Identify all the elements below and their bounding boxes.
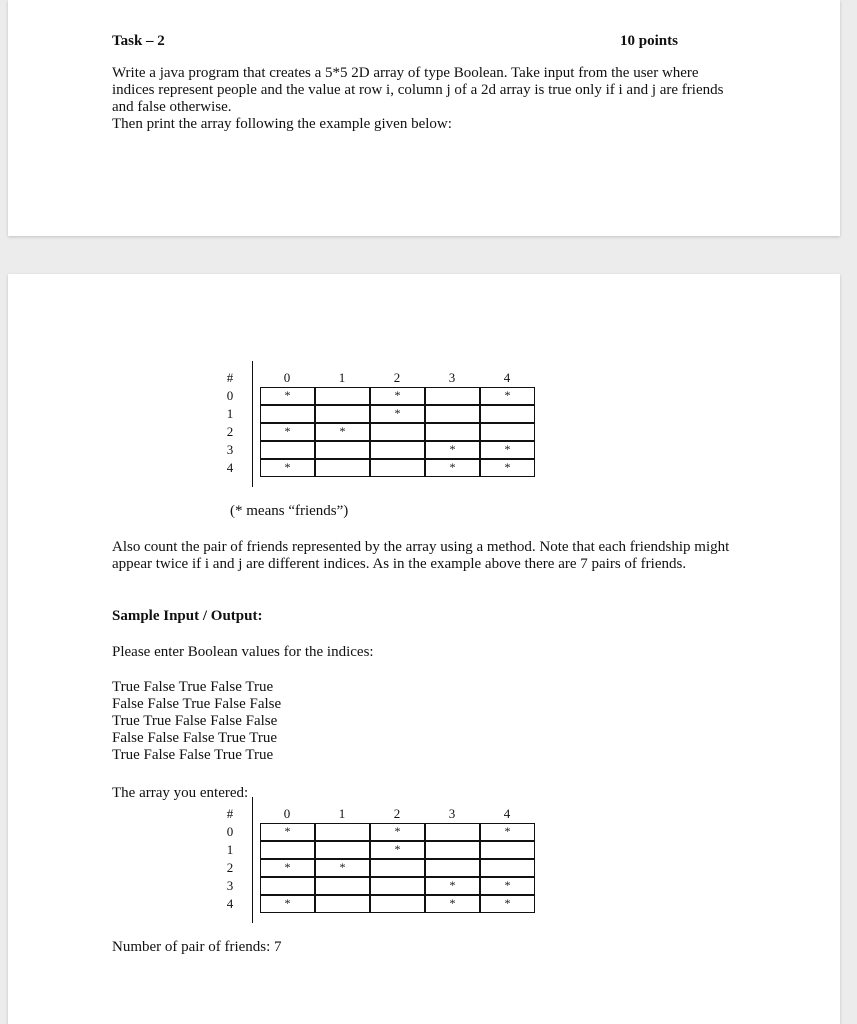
grid-cell — [370, 859, 425, 877]
grid-row-header: 4 — [226, 460, 234, 475]
grid-cell — [315, 841, 370, 859]
grid-cell: * — [260, 895, 315, 913]
description-line: Write a java program that creates a 5*5 2D array of type Boolean. Take input from the user where — [112, 65, 699, 81]
task-page-top — [8, 0, 840, 236]
array-label: The array you entered: — [112, 785, 249, 801]
grid-cell: * — [260, 387, 315, 405]
grid-cell — [370, 877, 425, 895]
input-line: True False False True True — [112, 747, 274, 763]
grid-column-header: 3 — [448, 370, 456, 385]
grid-cell — [370, 423, 425, 441]
result-text: Number of pair of friends: 7 — [112, 939, 282, 955]
grid-cell: * — [370, 841, 425, 859]
grid-column-header: 2 — [393, 370, 401, 385]
grid-cell — [260, 877, 315, 895]
sample-heading: Sample Input / Output: — [112, 608, 263, 624]
grid-divider — [252, 797, 253, 923]
grid-cell: * — [315, 423, 370, 441]
grid-cell — [480, 859, 535, 877]
grid-cell — [480, 841, 535, 859]
grid-column-header: 3 — [448, 806, 456, 821]
grid-cell — [260, 841, 315, 859]
grid-cell: * — [260, 823, 315, 841]
sample-input — [112, 679, 281, 764]
grid-cell: * — [370, 387, 425, 405]
input-line: False False False True True — [112, 730, 278, 746]
grid-cell: * — [425, 895, 480, 913]
grid-column-header: 1 — [338, 806, 346, 821]
grid-cell — [315, 895, 370, 913]
grid-cell: * — [260, 459, 315, 477]
grid-row-header: 4 — [226, 896, 234, 911]
grid-cell — [315, 405, 370, 423]
sample-prompt: Please enter Boolean values for the indices: — [112, 644, 374, 660]
grid-cell — [480, 405, 535, 423]
task-description — [112, 65, 742, 133]
grid-cell — [315, 877, 370, 895]
grid-cell — [425, 823, 480, 841]
input-line: True False True False True — [112, 679, 274, 695]
task-points: 10 points — [620, 33, 678, 49]
grid-row-header: 0 — [226, 388, 234, 403]
grid-cells — [260, 387, 535, 477]
grid-column-header: 1 — [338, 370, 346, 385]
grid-column-header: 4 — [503, 806, 511, 821]
count-instruction-line: appear twice if i and j are different indices. As in the example above there are 7 pairs of friends. — [112, 556, 687, 572]
grid-cell: * — [425, 459, 480, 477]
grid-cell: * — [480, 387, 535, 405]
description-line: indices represent people and the value at row i, column j of a 2d array is true only if i and j are friends — [112, 82, 724, 98]
legend-text: (* means “friends”) — [230, 503, 349, 519]
description-line: and false otherwise. — [112, 99, 232, 115]
grid-column-header: 0 — [283, 806, 291, 821]
print-instruction: Then print the array following the example given below: — [112, 116, 452, 132]
grid-row-header: 1 — [226, 842, 234, 857]
grid-cell — [425, 859, 480, 877]
grid-cells — [260, 823, 535, 913]
task-title: Task – 2 — [112, 33, 165, 49]
grid-cell — [480, 423, 535, 441]
grid-cell: * — [425, 441, 480, 459]
grid-cell: * — [480, 823, 535, 841]
count-instruction — [112, 539, 752, 573]
grid-cell — [315, 387, 370, 405]
grid-cell — [425, 841, 480, 859]
grid-cell: * — [260, 859, 315, 877]
grid-cell — [370, 441, 425, 459]
grid-cell — [260, 405, 315, 423]
grid-cell — [315, 441, 370, 459]
grid-divider — [252, 361, 253, 487]
grid-cell — [425, 423, 480, 441]
grid-corner-label: # — [226, 806, 234, 821]
grid-cell — [315, 459, 370, 477]
grid-column-header: 2 — [393, 806, 401, 821]
input-line: True True False False False — [112, 713, 278, 729]
grid-cell: * — [425, 877, 480, 895]
grid-cell — [370, 459, 425, 477]
grid-row-header: 1 — [226, 406, 234, 421]
grid-cell — [315, 823, 370, 841]
input-line: False False True False False — [112, 696, 282, 712]
task-page-bottom — [8, 274, 840, 1024]
grid-corner-label: # — [226, 370, 234, 385]
grid-cell: * — [370, 823, 425, 841]
grid-column-header: 0 — [283, 370, 291, 385]
grid-cell: * — [480, 441, 535, 459]
grid-cell — [370, 895, 425, 913]
grid-cell — [425, 405, 480, 423]
grid-row-header: 2 — [226, 424, 234, 439]
grid-row-header: 0 — [226, 824, 234, 839]
grid-cell: * — [480, 459, 535, 477]
grid-column-header: 4 — [503, 370, 511, 385]
grid-cell: * — [260, 423, 315, 441]
grid-row-header: 3 — [226, 442, 234, 457]
grid-row-header: 3 — [226, 878, 234, 893]
grid-row-header: 2 — [226, 860, 234, 875]
output-friend-grid — [220, 805, 550, 925]
grid-cell: * — [370, 405, 425, 423]
grid-cell: * — [480, 877, 535, 895]
grid-cell: * — [480, 895, 535, 913]
grid-cell — [260, 441, 315, 459]
grid-cell — [425, 387, 480, 405]
example-friend-grid — [220, 369, 550, 489]
count-instruction-line: Also count the pair of friends represented by the array using a method. Note that each friendship might — [112, 539, 730, 555]
grid-cell: * — [315, 859, 370, 877]
